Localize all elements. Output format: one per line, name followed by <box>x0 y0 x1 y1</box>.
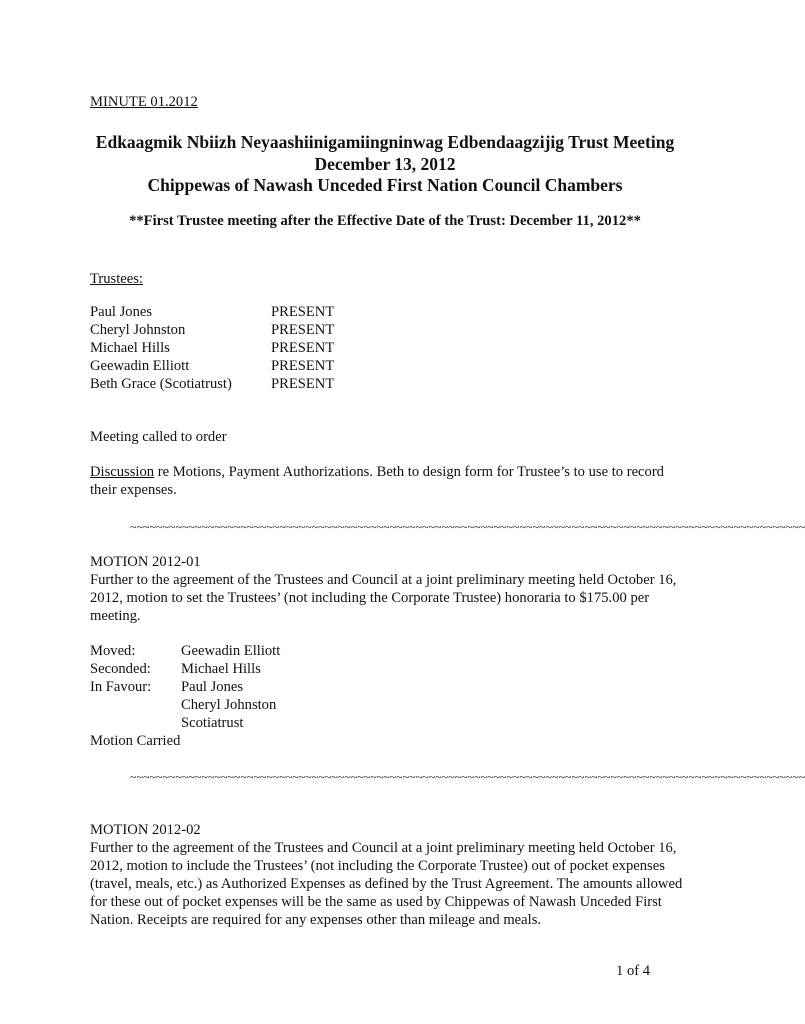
seconded-label: Seconded: <box>90 661 151 677</box>
in-favour-value: Paul Jones <box>181 679 244 695</box>
trustee-name: Geewadin Elliott <box>90 358 190 374</box>
in-favour-value: Scotiatrust <box>181 715 244 731</box>
trustee-name: Beth Grace (Scotiatrust) <box>90 376 232 392</box>
separator-line: ~~~~~~~~~~~~~~~~~~~~~~~~~~~~~~~~~~~~~~~~~~~~~~~~~~~~~~~~~~~~~~~~~~~~~~~~~~~~~~~~~~~~~~~~~~~~~~~~~~~~~~~~ <box>130 770 805 784</box>
trustee-status: PRESENT <box>271 322 335 338</box>
moved-value: Geewadin Elliott <box>181 643 281 659</box>
trustee-status: PRESENT <box>271 340 335 356</box>
minute-reference: MINUTE 01.2012 <box>90 94 198 110</box>
title-line-3: Chippewas of Nawash Unceded First Nation Council Chambers <box>147 175 623 195</box>
trustee-name: Cheryl Johnston <box>90 322 186 338</box>
separator-line: ~~~~~~~~~~~~~~~~~~~~~~~~~~~~~~~~~~~~~~~~~~~~~~~~~~~~~~~~~~~~~~~~~~~~~~~~~~~~~~~~~~~~~~~~~~~~~~~~~~~~~~~~ <box>130 520 805 534</box>
discussion-label: Discussion <box>90 464 155 480</box>
seconded-value: Michael Hills <box>181 661 261 677</box>
title-line-2: December 13, 2012 <box>314 154 456 174</box>
trustee-status: PRESENT <box>271 376 335 392</box>
discussion-paragraph <box>90 463 690 499</box>
moved-label: Moved: <box>90 643 136 659</box>
motion-2-text: Further to the agreement of the Trustees and Council at a joint preliminary meeting held October 16, 2012, motion to include the Trustees’ (not including the Corporate Trustee) out of pocket expenses (travel, meals, etc.) as Authorized Expenses as defined by the Trust Agreement. The amounts allowed for these out of pocket expenses will be the same as used by Chippewas of Nawash Unceded First Nation. Receipts are required for any expenses other than mileage and meals. <box>90 840 683 928</box>
in-favour-label: In Favour: <box>90 679 152 695</box>
page-number: 1 of 4 <box>616 963 651 979</box>
trustees-heading: Trustees: <box>90 271 143 287</box>
motion-2-heading: MOTION 2012-02 <box>90 822 201 838</box>
trustee-name: Paul Jones <box>90 304 153 320</box>
called-to-order: Meeting called to order <box>90 429 227 445</box>
trustee-status: PRESENT <box>271 304 335 320</box>
trustee-status: PRESENT <box>271 358 335 374</box>
in-favour-value: Cheryl Johnston <box>181 697 277 713</box>
trustee-name: Michael Hills <box>90 340 170 356</box>
motion-1-result: Motion Carried <box>90 733 181 749</box>
effective-date-note: **First Trustee meeting after the Effective Date of the Trust: December 11, 2012** <box>129 213 641 229</box>
discussion-text: re Motions, Payment Authorizations. Beth to design form for Trustee’s to use to record their expenses. <box>90 464 664 498</box>
motion-1-heading: MOTION 2012-01 <box>90 554 201 570</box>
motion-1-text: Further to the agreement of the Trustees and Council at a joint preliminary meeting held October 16, 2012, motion to set the Trustees’ (not including the Corporate Trustee) honoraria to $175.00 per meeting. <box>90 572 677 624</box>
title-line-1: Edkaagmik Nbiizh Neyaashiinigamiingninwag Edbendaagzijig Trust Meeting <box>95 132 675 152</box>
